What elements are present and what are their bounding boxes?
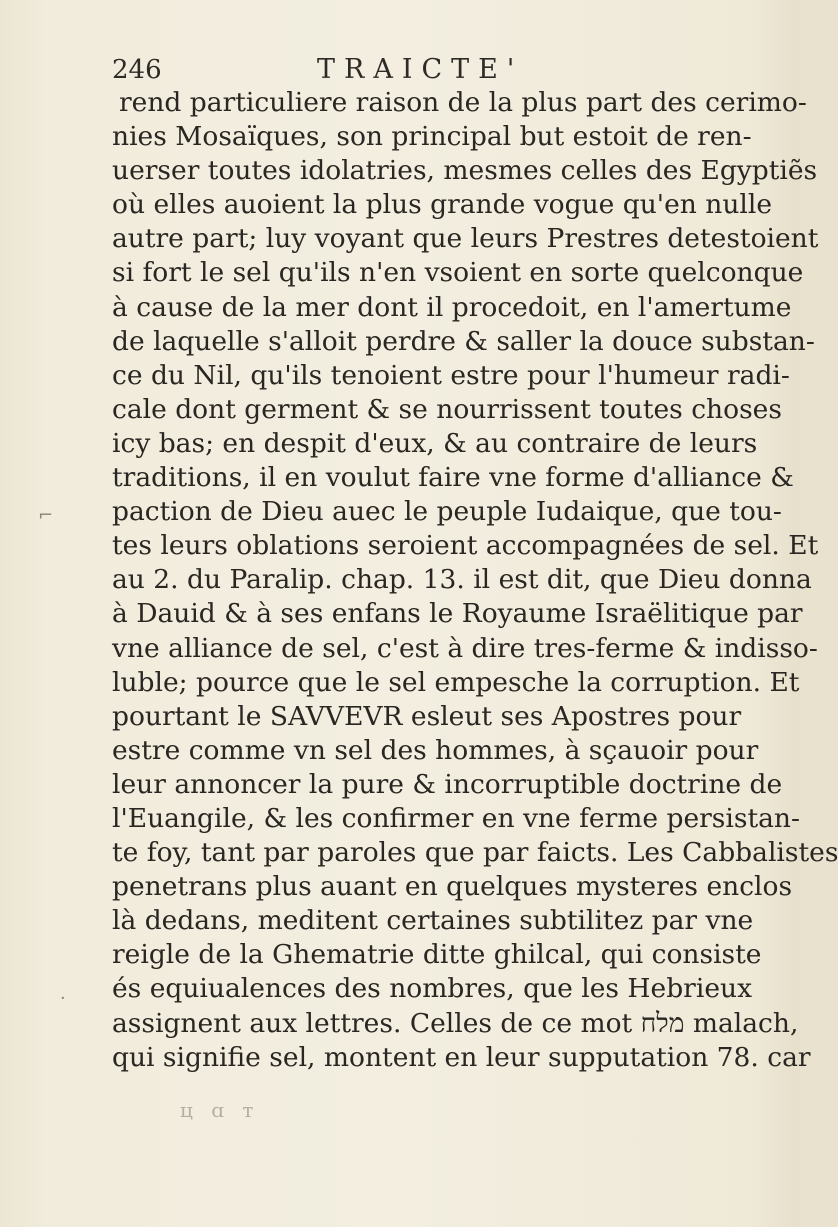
text-line: penetrans plus auant en quelques mysteres enclos (112, 871, 793, 903)
text-line: vne alliance de sel, c'est à dire tres-ferme & indisso- (112, 632, 818, 664)
text-line: au 2. du Paralip. chap. 13. il est dit, que Dieu donna (112, 564, 812, 596)
text-line: icy bas; en despit d'eux, & au contraire de leurs (112, 427, 758, 459)
text-line: te foy, tant par paroles que par faicts. Les Cabbalistes (112, 837, 838, 869)
text-line: assignent aux lettres. Celles de ce mot מלח malach, (112, 1007, 799, 1039)
text-line: luble; pource que le sel empesche la corruption. Et (112, 666, 800, 698)
text-line: leur annoncer la pure & incorruptible doctrine de (112, 768, 783, 800)
body-text (112, 86, 838, 1075)
text-line: l'Euangile, & les confirmer en vne ferme persistan- (112, 802, 800, 834)
text-line: à cause de la mer dont il procedoit, en l'amertume (112, 291, 792, 323)
text-line: pourtant le SAVVEVR esleut ses Apostres pour (112, 700, 742, 732)
text-line: si fort le sel qu'ils n'en vsoient en sorte quelconque (112, 257, 804, 289)
text-line: paction de Dieu auec le peuple Iudaique, que tou- (112, 496, 782, 528)
text-line: où elles auoient la plus grande vogue qu'en nulle (112, 189, 773, 221)
text-line: là dedans, meditent certaines subtilitez par vne (112, 905, 754, 937)
page-number: 246 (112, 55, 162, 85)
running-title: TRAICTE' (317, 54, 524, 85)
text-line: autre part; luy voyant que leurs Prestres detestoient (112, 223, 819, 255)
text-line: tes leurs oblations seroient accompagnées de sel. Et (112, 530, 819, 562)
text-line: nies Mosaïques, son principal but estoit de ren- (112, 121, 752, 153)
text-line: ce du Nil, qu'ils tenoient estre pour l'humeur radi- (112, 359, 790, 391)
text-line: reigle de la Ghematrie ditte ghilcal, qui consiste (112, 939, 762, 971)
text-line: és equiualences des nombres, que les Hebrieux (112, 973, 753, 1005)
text-line: à Dauid & à ses enfans le Royaume Israëlitique par (112, 598, 803, 630)
text-line: rend particuliere raison de la plus part des cerimo- (119, 87, 807, 118)
margin-dot-icon: · (60, 988, 66, 1009)
text-line: uerser toutes idolatries, mesmes celles des Egyptiẽs (112, 155, 818, 187)
page-header (112, 52, 712, 88)
bleed-through-trace: ц ɑ т (180, 1098, 260, 1122)
text-line: estre comme vn sel des hommes, à sçauoir pour (112, 734, 759, 766)
margin-mark-icon: ⌐ (38, 505, 54, 526)
text-line: qui signifie sel, montent en leur supputation 78. car (112, 1041, 811, 1073)
text-line: traditions, il en voulut faire vne forme d'alliance & (112, 462, 794, 494)
text-line: cale dont germent & se nourrissent toutes choses (112, 393, 782, 425)
text-line: de laquelle s'alloit perdre & saller la douce substan- (112, 325, 815, 357)
